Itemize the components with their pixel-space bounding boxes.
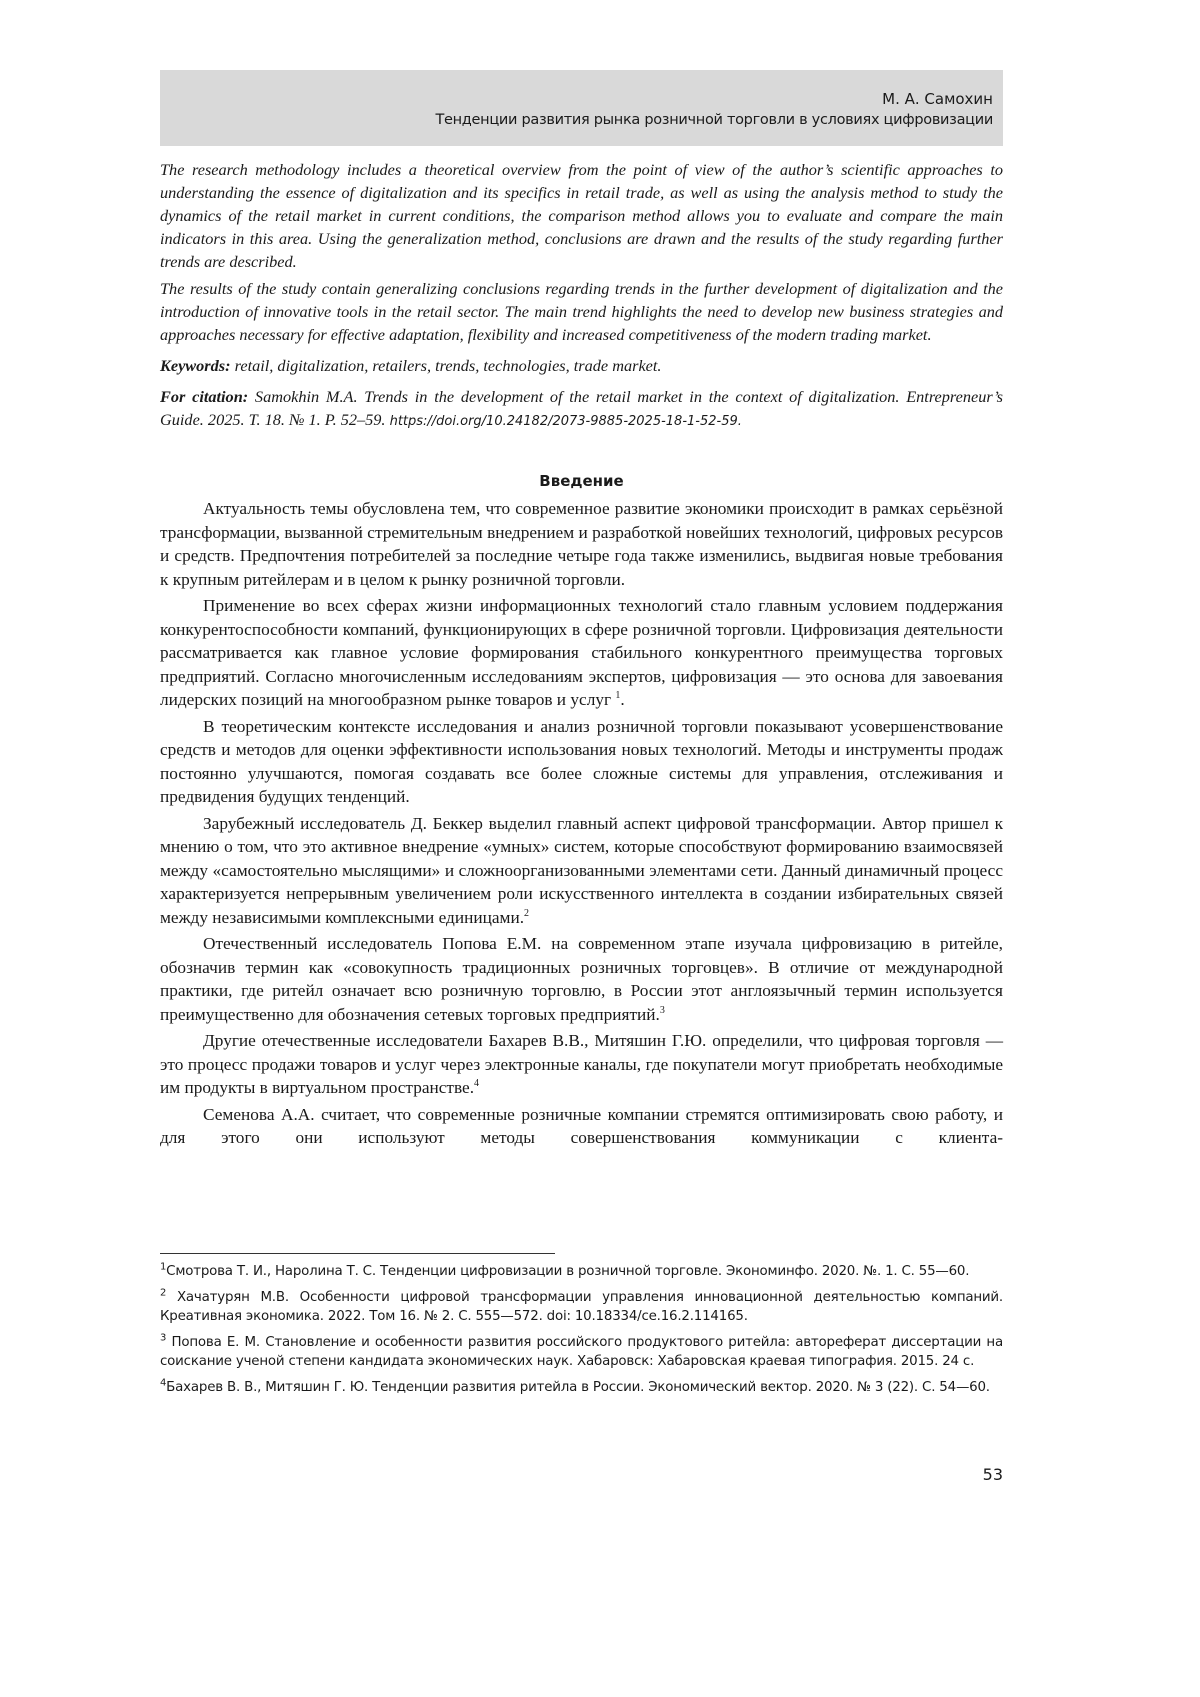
page-number: 53	[983, 1465, 1003, 1484]
footnote: 3 Попова Е. М. Становление и особенности развития российского продуктового ритейла: автореферат диссертации на соискание ученой степени кандидата экономических наук. Хабаровск: Хабаровская краевая типография. 2015. 24 с.	[160, 1333, 1003, 1372]
footnote: 4Бахарев В. В., Митяшин Г. Ю. Тенденции развития ритейла в России. Экономический вектор. 2020. № 3 (22). С. 54—60.	[160, 1378, 1003, 1398]
abstract-results: The results of the study contain generalizing conclusions regarding trends in the further development of digitalization and the introduction of innovative tools in the retail sector. The main trend highlights the need to develop new business strategies and approaches necessary for effective adaptation, flexibility and increased competitiveness of the modern trading market.	[160, 277, 1003, 346]
keywords-label: Keywords:	[160, 356, 231, 375]
footnote-ref[interactable]: 4	[474, 1078, 479, 1089]
paragraph: Отечественный исследователь Попова Е.М. на современном этапе изучала цифровизацию в ритейле, обозначив термин как «совокупность традиционных розничных торговцев». В отличие от международной практики, где ритейл означает всю розничную торговлю, в России этот англоязычный термин используется преимущественно для обозначения сетевых торговых предприятий.3	[160, 932, 1003, 1026]
citation-label: For citation:	[160, 387, 248, 406]
footnote-divider	[160, 1253, 555, 1254]
citation	[160, 385, 1003, 431]
paragraph: В теоретическим контексте исследования и анализ розничной торговли показывают усовершенствование средств и методов для оценки эффективности использования новых технологий. Методы и инструменты продаж постоянно улучшаются, помогая создавать все более сложные системы для управления, отслеживания и предвидения будущих тенденций.	[160, 715, 1003, 809]
paragraph: Применение во всех сферах жизни информационных технологий стало главным условием поддержания конкурентоспособности компаний, функционирующих в сфере розничной торговли. Цифровизация деятельности рассматривается как главное условие формирования стабильного конкурентного преимущества торговых предприятий. Согласно многочисленным исследованиям экспертов, цифровизация — это основа для завоевания лидерских позиций на многообразном рынке товаров и услуг 1.	[160, 594, 1003, 712]
paragraph: Зарубежный исследователь Д. Беккер выделил главный аспект цифровой трансформации. Автор пришел к мнению о том, что это активное внедрение «умных» систем, которые способствуют формированию взаимосвязей между «самостоятельно мыслящими» и сложноорганизованными элементами сети. Данный динамичный процесс характеризуется непрерывным увеличением роли искусственного интеллекта в создании избирательных связей между независимыми комплексными единицами.2	[160, 812, 1003, 930]
doi-link[interactable]: https://doi.org/10.24182/2073-9885-2025-18-1-52-59.	[390, 414, 742, 429]
footnote-ref[interactable]: 3	[660, 1005, 665, 1016]
header-title: Тенденции развития рынка розничной торговли в условиях цифровизации	[435, 112, 993, 128]
footnote: 2 Хачатурян М.В. Особенности цифровой трансформации управления инновационной деятельностью компаний. Креативная экономика. 2022. Том 16. № 2. С. 555—572. doi: 10.18334/ce.16.2.114165.	[160, 1288, 1003, 1327]
footnotes	[160, 1262, 1003, 1403]
running-header	[160, 70, 1003, 146]
paragraph: Актуальность темы обусловлена тем, что современное развитие экономики происходит в рамках серьёзной трансформации, вызванной стремительным внедрением и разработкой новейших технологий, цифровых ресурсов и средств. Предпочтения потребителей за последние четыре года также изменились, выдвигая новые требования к крупным ритейлерам и в целом к рынку розничной торговли.	[160, 497, 1003, 591]
citation-text: Samokhin M.A. Trends in the development of the retail market in the context of digitalization. Entrepreneur’s Guide. 2025. T. 18. № 1. P. 52–59.	[160, 387, 1003, 429]
footnote-ref[interactable]: 2	[524, 908, 529, 919]
section-title: Введение	[160, 472, 1003, 490]
keywords	[160, 354, 1003, 377]
body-text	[160, 497, 1003, 1153]
footnote: 1Смотрова Т. И., Наролина Т. С. Тенденции цифровизации в розничной торговле. Экономинфо. 2020. №. 1. С. 55—60.	[160, 1262, 1003, 1282]
paragraph: Другие отечественные исследователи Бахарев В.В., Митяшин Г.Ю. определили, что цифровая торговля — это процесс продажи товаров и услуг через электронные каналы, где покупатели могут приобретать необходимые им продукты в виртуальном пространстве.4	[160, 1029, 1003, 1100]
header-author: М. А. Самохин	[882, 90, 993, 108]
keywords-text: retail, digitalization, retailers, trends, technologies, trade market.	[231, 356, 662, 375]
footnote-ref[interactable]: 1	[615, 690, 620, 701]
abstract	[160, 158, 1003, 435]
paragraph: Семенова А.А. считает, что современные розничные компании стремятся оптимизировать свою работу, и для этого они используют методы совершенствования коммуникации с клиента-	[160, 1103, 1003, 1150]
abstract-methodology: The research methodology includes a theoretical overview from the point of view of the author’s scientific approaches to understanding the essence of digitalization and its specifics in retail trade, as well as using the analysis method to study the dynamics of the retail market in current conditions, the comparison method allows you to evaluate and compare the main indicators in this area. Using the generalization method, conclusions are drawn and the results of the study regarding further trends are described.	[160, 158, 1003, 273]
